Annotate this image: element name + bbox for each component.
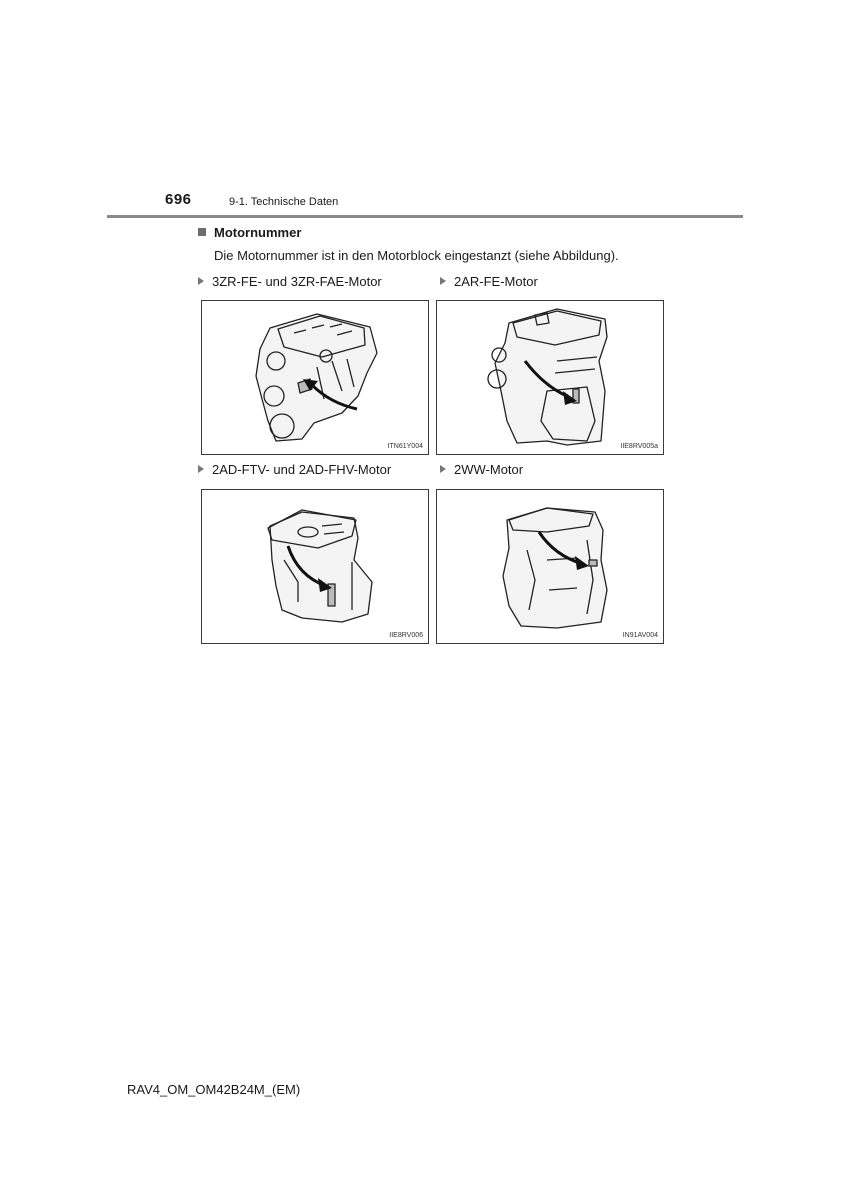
figure-4-engine-2ww <box>436 489 664 644</box>
page-number: 696 <box>165 191 192 208</box>
engine-illustration-2ar <box>437 301 663 454</box>
triangle-bullet-icon <box>440 465 446 473</box>
caption-text: 2WW-Motor <box>454 462 524 477</box>
engine-illustration-2ww <box>437 490 663 643</box>
heading-motornummer <box>198 225 301 240</box>
figure-1-engine-3zr <box>201 300 429 455</box>
footer-doc-code: RAV4_OM_OM42B24M_(EM) <box>127 1082 301 1097</box>
figure-caption-4 <box>440 462 523 477</box>
square-bullet-icon <box>198 228 206 236</box>
caption-text: 2AD-FTV- und 2AD-FHV-Motor <box>212 462 392 477</box>
triangle-bullet-icon <box>198 465 204 473</box>
figure-code: IIE8RV005a <box>620 443 658 450</box>
figure-code: IN91AV004 <box>622 632 658 639</box>
figure-caption-2 <box>440 274 538 289</box>
header-divider <box>107 215 743 218</box>
figure-code: ITN61Y004 <box>387 443 423 450</box>
figure-3-engine-2ad <box>201 489 429 644</box>
figure-caption-3 <box>198 462 391 477</box>
figure-caption-1 <box>198 274 382 289</box>
triangle-bullet-icon <box>198 277 204 285</box>
caption-text: 2AR-FE-Motor <box>454 274 538 289</box>
intro-text: Die Motornummer ist in den Motorblock eingestanzt (siehe Abbildung). <box>214 248 619 263</box>
engine-illustration-3zr <box>202 301 428 454</box>
heading-text: Motornummer <box>214 225 302 240</box>
figure-2-engine-2ar <box>436 300 664 455</box>
triangle-bullet-icon <box>440 277 446 285</box>
caption-text: 3ZR-FE- und 3ZR-FAE-Motor <box>212 274 382 289</box>
figure-code: IIE8RV006 <box>389 632 423 639</box>
engine-illustration-2ad <box>202 490 428 643</box>
section-title: 9-1. Technische Daten <box>229 196 339 208</box>
